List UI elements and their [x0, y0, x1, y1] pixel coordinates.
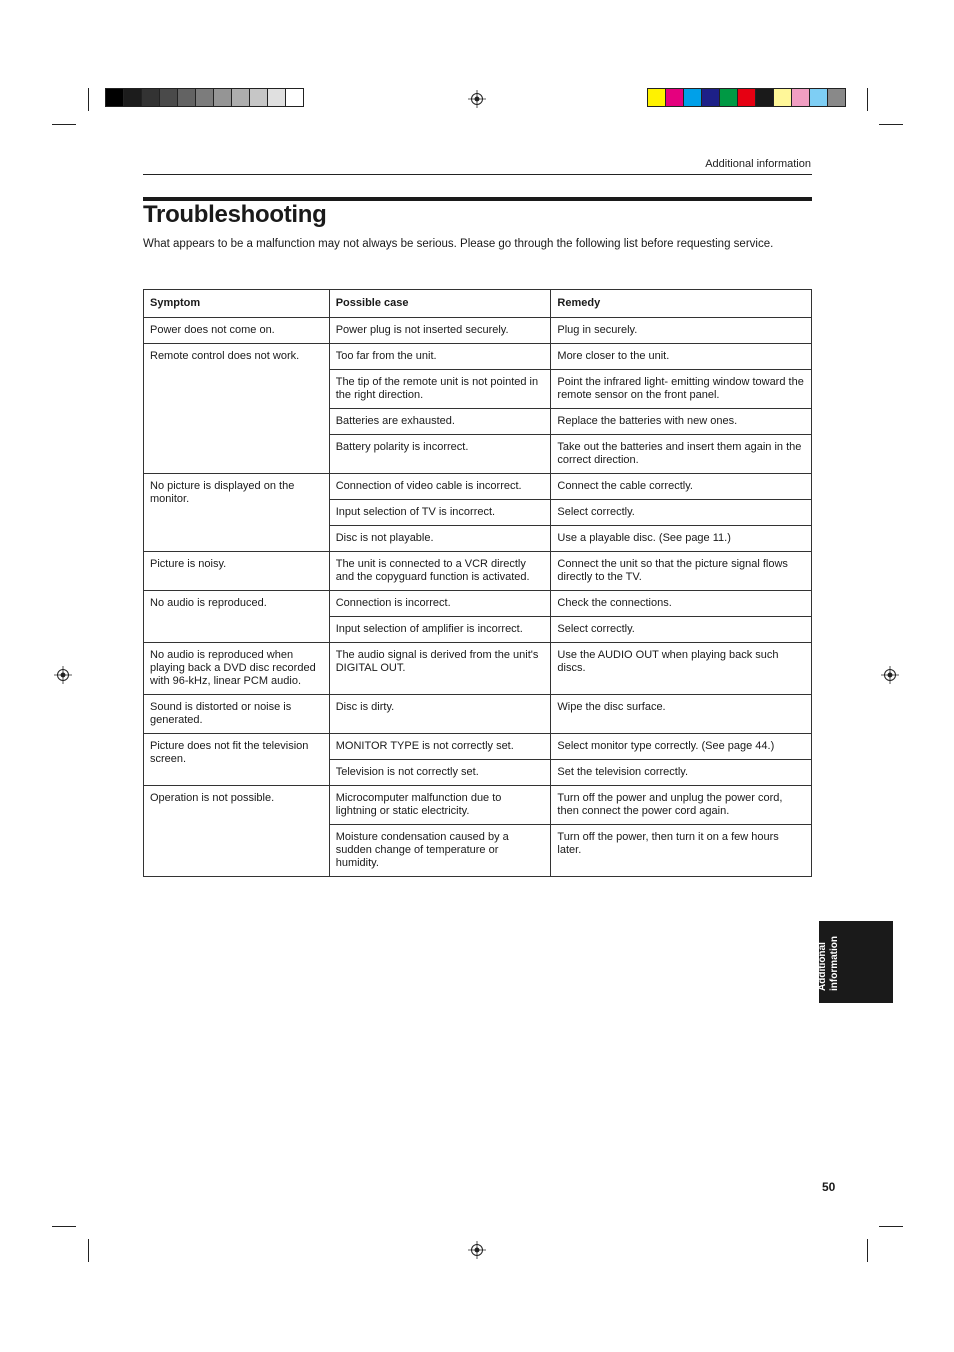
registration-mark-icon — [468, 90, 486, 108]
color-swatch — [738, 89, 756, 106]
color-swatch — [196, 89, 214, 106]
crop-mark — [88, 88, 89, 111]
symptom-cell: No audio is reproduced when playing back a DVD disc recorded with 96-kHz, linear PCM audio. — [144, 643, 330, 695]
possible-case-cell: The audio signal is derived from the unit's DIGITAL OUT. — [329, 643, 551, 695]
color-swatch — [666, 89, 684, 106]
column-header-possible-case: Possible case — [329, 290, 551, 318]
possible-case-cell: Input selection of amplifier is incorrect. — [329, 617, 551, 643]
color-swatch — [702, 89, 720, 106]
table-row — [144, 318, 812, 344]
remedy-cell: Turn off the power, then turn it on a few hours later. — [551, 825, 812, 877]
possible-case-cell: Disc is not playable. — [329, 526, 551, 552]
table-header-row — [144, 290, 812, 318]
symptom-cell: No audio is reproduced. — [144, 591, 330, 643]
table-body — [144, 318, 812, 877]
crop-mark — [867, 1239, 868, 1262]
color-swatch — [232, 89, 250, 106]
remedy-cell: Set the television correctly. — [551, 760, 812, 786]
table-row — [144, 786, 812, 825]
possible-case-cell: Too far from the unit. — [329, 344, 551, 370]
section-side-tab — [819, 921, 893, 1003]
crop-mark — [88, 1239, 89, 1262]
side-tab-label-line2: information — [829, 936, 840, 991]
possible-case-cell: Battery polarity is incorrect. — [329, 435, 551, 474]
remedy-cell: Select correctly. — [551, 617, 812, 643]
remedy-cell: Wipe the disc surface. — [551, 695, 812, 734]
possible-case-cell: The tip of the remote unit is not pointed in the right direction. — [329, 370, 551, 409]
color-calibration-bar — [647, 88, 846, 107]
color-swatch — [648, 89, 666, 106]
color-swatch — [268, 89, 286, 106]
color-swatch — [106, 89, 124, 106]
crop-mark — [867, 88, 868, 111]
crop-mark — [879, 124, 903, 125]
possible-case-cell: Moisture condensation caused by a sudden change of temperature or humidity. — [329, 825, 551, 877]
table-row — [144, 643, 812, 695]
color-swatch — [214, 89, 232, 106]
possible-case-cell: Power plug is not inserted securely. — [329, 318, 551, 344]
remedy-cell: More closer to the unit. — [551, 344, 812, 370]
possible-case-cell: Microcomputer malfunction due to lightning or static electricity. — [329, 786, 551, 825]
table-row — [144, 591, 812, 617]
table-row — [144, 734, 812, 760]
table-row — [144, 344, 812, 370]
remedy-cell: Take out the batteries and insert them again in the correct direction. — [551, 435, 812, 474]
color-swatch — [286, 89, 303, 106]
registration-mark-icon — [468, 1241, 486, 1259]
column-header-symptom: Symptom — [144, 290, 330, 318]
possible-case-cell: Television is not correctly set. — [329, 760, 551, 786]
remedy-cell: Use a playable disc. (See page 11.) — [551, 526, 812, 552]
page-number: 50 — [822, 1180, 836, 1194]
remedy-cell: Check the connections. — [551, 591, 812, 617]
possible-case-cell: Batteries are exhausted. — [329, 409, 551, 435]
crop-mark — [52, 1226, 76, 1227]
remedy-cell: Point the infrared light- emitting window toward the remote sensor on the front panel. — [551, 370, 812, 409]
section-label: Additional information — [705, 158, 811, 170]
color-swatch — [160, 89, 178, 106]
column-header-remedy: Remedy — [551, 290, 812, 318]
page-title: Troubleshooting — [143, 201, 327, 228]
color-swatch — [720, 89, 738, 106]
symptom-cell: Power does not come on. — [144, 318, 330, 344]
header-rule — [143, 174, 812, 175]
symptom-cell: Picture is noisy. — [144, 552, 330, 591]
side-tab-label — [817, 929, 841, 991]
color-swatch — [684, 89, 702, 106]
gray-calibration-bar — [105, 88, 304, 107]
possible-case-cell: Input selection of TV is incorrect. — [329, 500, 551, 526]
possible-case-cell: Connection of video cable is incorrect. — [329, 474, 551, 500]
remedy-cell: Use the AUDIO OUT when playing back such discs. — [551, 643, 812, 695]
remedy-cell: Connect the unit so that the picture signal flows directly to the TV. — [551, 552, 812, 591]
crop-mark — [52, 124, 76, 125]
possible-case-cell: The unit is connected to a VCR directly and the copyguard function is activated. — [329, 552, 551, 591]
color-swatch — [792, 89, 810, 106]
remedy-cell: Select monitor type correctly. (See page 44.) — [551, 734, 812, 760]
table-row — [144, 695, 812, 734]
symptom-cell: Picture does not fit the television screen. — [144, 734, 330, 786]
crop-mark — [879, 1226, 903, 1227]
color-swatch — [756, 89, 774, 106]
symptom-cell: No picture is displayed on the monitor. — [144, 474, 330, 552]
possible-case-cell: Disc is dirty. — [329, 695, 551, 734]
intro-paragraph: What appears to be a malfunction may not always be serious. Please go through the following list before requesting service. — [143, 238, 774, 250]
remedy-cell: Connect the cable correctly. — [551, 474, 812, 500]
color-swatch — [124, 89, 142, 106]
possible-case-cell: Connection is incorrect. — [329, 591, 551, 617]
color-swatch — [810, 89, 828, 106]
color-swatch — [142, 89, 160, 106]
table-row — [144, 552, 812, 591]
symptom-cell: Operation is not possible. — [144, 786, 330, 877]
remedy-cell: Replace the batteries with new ones. — [551, 409, 812, 435]
possible-case-cell: MONITOR TYPE is not correctly set. — [329, 734, 551, 760]
color-swatch — [178, 89, 196, 106]
troubleshooting-table — [143, 289, 812, 877]
side-tab-label-line1: Additional — [817, 942, 828, 991]
remedy-cell: Turn off the power and unplug the power cord, then connect the power cord again. — [551, 786, 812, 825]
symptom-cell: Remote control does not work. — [144, 344, 330, 474]
registration-mark-icon — [881, 666, 899, 684]
registration-mark-icon — [54, 666, 72, 684]
color-swatch — [828, 89, 845, 106]
color-swatch — [774, 89, 792, 106]
color-swatch — [250, 89, 268, 106]
table-row — [144, 474, 812, 500]
remedy-cell: Select correctly. — [551, 500, 812, 526]
remedy-cell: Plug in securely. — [551, 318, 812, 344]
symptom-cell: Sound is distorted or noise is generated. — [144, 695, 330, 734]
